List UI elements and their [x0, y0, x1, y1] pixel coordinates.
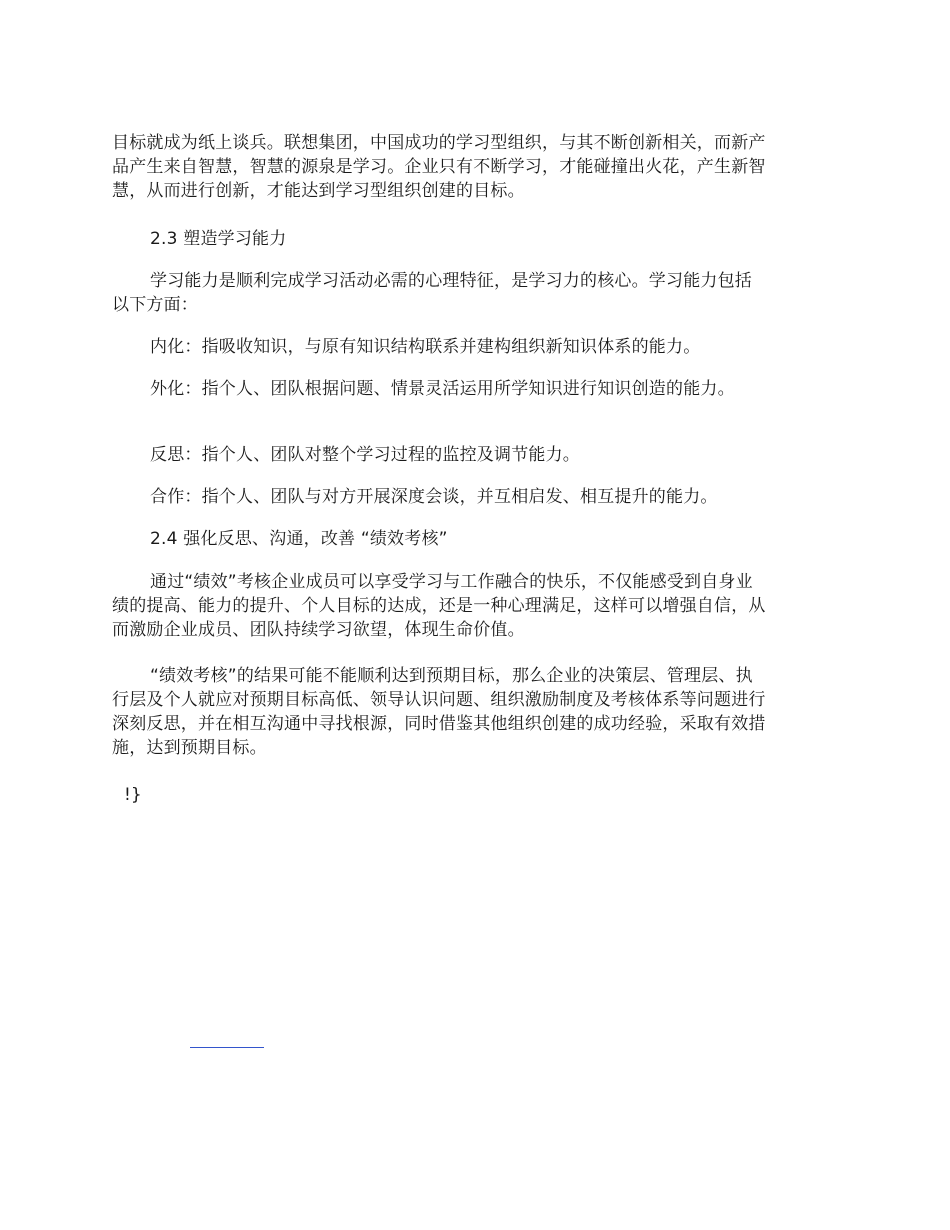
paragraph-reflection: 反思：指个人、团队对整个学习过程的监控及调节能力。: [150, 445, 580, 465]
paragraph-continuation: 目标就成为纸上谈兵。联想集团，中国成功的学习型组织，与其不断创新相关，而新产品产生来自智慧，智慧的源泉是学习。企业只有不断学习，才能碰撞出火花，产生新智慧，从而进行创新，才能达到学习型组织创建的目标。: [112, 133, 766, 201]
paragraph-externalization: 外化：指个人、团队根据问题、情景灵活运用所学知识进行知识创造的能力。: [150, 379, 735, 399]
paragraph-performance-benefits: 通过“绩效”考核企业成员可以享受学习与工作融合的快乐，不仅能感受到自身业绩的提高、能力的提升、个人目标的达成，还是一种心理满足，这样可以增强自信，从而激励企业成员、团队持续学习欲望，体现生命价值。: [112, 572, 766, 640]
section-heading-2-3: 2.3 塑造学习能力: [150, 229, 287, 249]
stray-mark: !}: [124, 785, 142, 805]
footnote-rule: [190, 1047, 264, 1048]
paragraph-cooperation: 合作：指个人、团队与对方开展深度会谈，并互相启发、相互提升的能力。: [150, 487, 718, 507]
paragraph-learning-ability: 学习能力是顺利完成学习活动必需的心理特征，是学习力的核心。学习能力包括以下方面：: [112, 271, 752, 315]
section-heading-2-4: 2.4 强化反思、沟通，改善 “绩效考核”: [150, 529, 448, 549]
paragraph-internalization: 内化：指吸收知识，与原有知识结构联系并建构组织新知识体系的能力。: [150, 337, 701, 357]
paragraph-performance-reflection: “绩效考核”的结果可能不能顺利达到预期目标，那么企业的决策层、管理层、执行层及个人就应对预期目标高低、领导认识问题、组织激励制度及考核体系等问题进行深刻反思，并在相互沟通中寻找根源，同时借鉴其他组织创建的成功经验，采取有效措施，达到预期目标。: [112, 666, 766, 758]
